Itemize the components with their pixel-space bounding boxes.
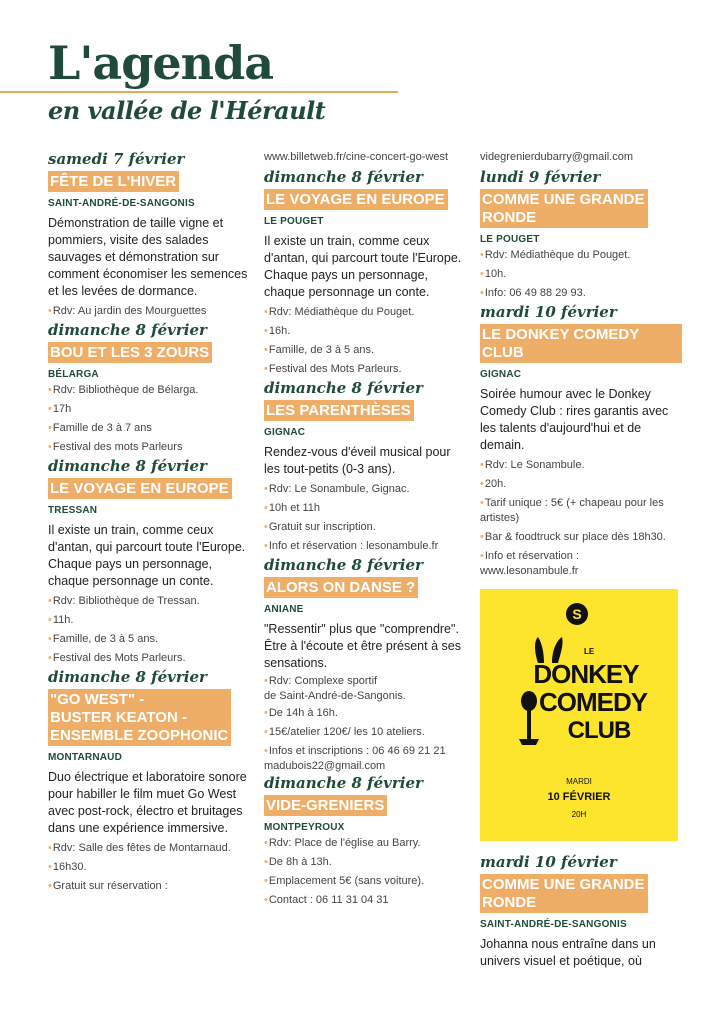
event-info: • Rdv: Bibliothèque de Tressan.: [48, 592, 248, 611]
event-info: • Emplacement 5€ (sans voiture).: [264, 872, 464, 891]
masthead: [48, 38, 408, 125]
event-description: Il existe un train, comme ceux d'antan, qui parcourt toute l'Europe. Chaque pays un personnage, chaque personnage un conte.: [264, 234, 462, 299]
event-info: • De 14h à 16h.: [264, 704, 464, 723]
booking-link[interactable]: www.billetweb.fr/cine-concert-go-west: [264, 151, 449, 163]
venue-logo: S: [566, 603, 588, 625]
event-date: samedi 7 février: [48, 150, 185, 168]
event-info: de Saint-André-de-Sangonis.: [264, 690, 406, 702]
event-place: LE POUGET: [264, 216, 324, 227]
event-info: • Festival des Mots Parleurs.: [48, 649, 248, 668]
column-2: [264, 150, 464, 910]
event-date: dimanche 8 février: [48, 457, 207, 475]
event-place: BÉLARGA: [48, 369, 99, 380]
event-place: MONTARNAUD: [48, 752, 123, 763]
event-info: • Gratuit sur réservation :: [48, 877, 248, 896]
poster-time: 20H: [571, 810, 587, 819]
event-title: LE VOYAGE EN EUROPE: [264, 189, 448, 210]
event-description: Rendez-vous d'éveil musical pour les tout-petits (0-3 ans).: [264, 445, 451, 476]
event-info: • 10h et 11h: [264, 499, 464, 518]
event-bou-zours: [48, 321, 248, 457]
event-title-line: RONDE: [482, 894, 537, 911]
event-info: • 16h30.: [48, 858, 248, 877]
event-vide-greniers: [264, 774, 464, 910]
event-title: VIDE-GRENIERS: [264, 795, 387, 816]
event-info: • Rdv: Médiathèque du Pouget.: [264, 303, 464, 322]
event-title-line: COMME UNE GRANDE: [482, 876, 645, 893]
event-info: • Info et réservation :: [480, 549, 682, 564]
event-title: [480, 874, 648, 913]
event-date: mardi 10 février: [480, 853, 617, 871]
event-description: Johanna nous entraîne dans un univers visuel et poétique, où: [480, 937, 656, 968]
event-place: LE POUGET: [480, 234, 540, 245]
event-place: SAINT-ANDRÉ-DE-SANGONIS: [48, 198, 195, 209]
logo-le: LE: [584, 647, 595, 656]
event-fete-hiver: [48, 150, 248, 321]
event-place: SAINT-ANDRÉ-DE-SANGONIS: [480, 919, 627, 930]
donkey-comedy-poster: [480, 589, 678, 841]
event-info: • 17h: [48, 400, 248, 419]
event-title: [480, 189, 648, 228]
title-rule: [0, 91, 398, 93]
page-subtitle: en vallée de l'Hérault: [48, 96, 326, 125]
event-date: lundi 9 février: [480, 168, 601, 186]
event-title: LE DONKEY COMEDY CLUB: [480, 324, 682, 363]
event-info: • Rdv: Au jardin des Mourguettes: [48, 302, 248, 321]
event-title: BOU ET LES 3 ZOURS: [48, 342, 212, 363]
event-title-line: BUSTER KEATON -: [50, 709, 187, 726]
event-title: LES PARENTHÈSES: [264, 400, 414, 421]
event-grande-ronde-sangonis: [480, 853, 682, 970]
event-info: • Rdv: Salle des fêtes de Montarnaud.: [48, 839, 248, 858]
event-parentheses: [264, 379, 464, 556]
poster-date: 10 FÉVRIER: [547, 791, 611, 803]
event-date: dimanche 8 février: [264, 379, 423, 397]
poster-logo-line: COMEDY: [538, 687, 648, 717]
event-donkey-comedy: [480, 303, 682, 579]
event-info: • Infos et inscriptions : 06 46 69 21 21: [264, 744, 464, 759]
event-place: ANIANE: [264, 604, 304, 615]
event-alors-on-danse: [264, 556, 464, 774]
event-description: Il existe un train, comme ceux d'antan, qui parcourt toute l'Europe. Chaque pays un personnage, chaque personnage un conte.: [48, 523, 246, 588]
event-info: • Rdv: Le Sonambule.: [480, 456, 682, 475]
event-title: [48, 689, 231, 746]
contact-email[interactable]: videgrenierdubarry@gmail.com: [480, 151, 634, 163]
event-website[interactable]: www.lesonambule.fr: [480, 565, 579, 577]
event-title-line: "GO WEST" -: [50, 691, 145, 708]
column-1: [48, 150, 248, 896]
event-info: • Info et réservation : lesonambule.fr: [264, 537, 464, 556]
event-description: Duo électrique et laboratoire sonore pour habiller le film muet Go West avec post-rock, électro et bruitages dans une expérience immersive.: [48, 770, 247, 835]
event-title-line: COMME UNE GRANDE: [482, 191, 645, 208]
event-place: MONTPEYROUX: [264, 822, 345, 833]
event-date: mardi 10 février: [480, 303, 617, 321]
event-info: • 11h.: [48, 611, 248, 630]
event-info: • Rdv: Le Sonambule, Gignac.: [264, 480, 464, 499]
event-title-line: ENSEMBLE ZOOPHONIC: [50, 727, 229, 744]
event-info: • Tarif unique : 5€ (+ chapeau pour les artistes): [480, 496, 682, 526]
event-contact-email[interactable]: madubois22@gmail.com: [264, 760, 386, 772]
event-info: • Famille, de 3 à 5 ans.: [48, 630, 248, 649]
event-voyage-pouget: [264, 168, 464, 379]
event-info: • 16h.: [264, 322, 464, 341]
event-info: • Contact : 06 11 31 04 31: [264, 891, 464, 910]
event-go-west: [48, 668, 248, 896]
event-description: Soirée humour avec le Donkey Comedy Club : rires garantis avec les talents d'aujourd'hui et de demain.: [480, 387, 669, 452]
event-place: TRESSAN: [48, 505, 98, 516]
event-info: • Festival des Mots Parleurs.: [264, 360, 464, 379]
event-info: • Rdv: Bibliothèque de Bélarga.: [48, 381, 248, 400]
event-title-line: RONDE: [482, 209, 537, 226]
event-info: • 15€/atelier 120€/ les 10 ateliers.: [264, 723, 464, 742]
event-info: • De 8h à 13h.: [264, 853, 464, 872]
event-info: • 10h.: [480, 265, 682, 284]
event-date: dimanche 8 février: [264, 774, 423, 792]
event-info: • Gratuit sur inscription.: [264, 518, 464, 537]
event-title: ALORS ON DANSE ?: [264, 577, 418, 598]
event-info: • Rdv: Place de l'église au Barry.: [264, 834, 464, 853]
event-info: • Info: 06 49 88 29 93.: [480, 284, 682, 303]
event-place: GIGNAC: [264, 427, 306, 438]
event-info: • Festival des mots Parleurs: [48, 438, 248, 457]
event-date: dimanche 8 février: [48, 321, 207, 339]
event-info: • Rdv: Complexe sportif: [264, 674, 464, 689]
event-info: • 20h.: [480, 475, 682, 494]
page-title: L'agenda: [48, 36, 274, 90]
poster-logo-line: DONKEY: [533, 659, 639, 689]
event-place: GIGNAC: [480, 369, 522, 380]
event-date: dimanche 8 février: [264, 168, 423, 186]
event-voyage-tressan: [48, 457, 248, 668]
event-description: "Ressentir" plus que "comprendre". Être à l'écoute et être présent à ses sensations.: [264, 622, 461, 670]
event-title: FÊTE DE L'HIVER: [48, 171, 179, 192]
event-info: • Bar & foodtruck sur place dès 18h30.: [480, 528, 682, 547]
event-grande-ronde-pouget: [480, 168, 682, 303]
poster-logo-line: CLUB: [567, 717, 631, 744]
event-title: LE VOYAGE EN EUROPE: [48, 478, 232, 499]
event-description: Démonstration de taille vigne et pommiers, visite des salades sauvages et démonstration sur comment économiser les semences et les levées de dormance.: [48, 216, 248, 298]
event-info: • Famille, de 3 à 5 ans.: [264, 341, 464, 360]
poster-day: MARDI: [566, 777, 592, 786]
event-info: • Rdv: Médiathèque du Pouget.: [480, 246, 682, 265]
event-date: dimanche 8 février: [264, 556, 423, 574]
event-date: dimanche 8 février: [48, 668, 207, 686]
event-info: • Famille de 3 à 7 ans: [48, 419, 248, 438]
column-3: [480, 150, 682, 972]
